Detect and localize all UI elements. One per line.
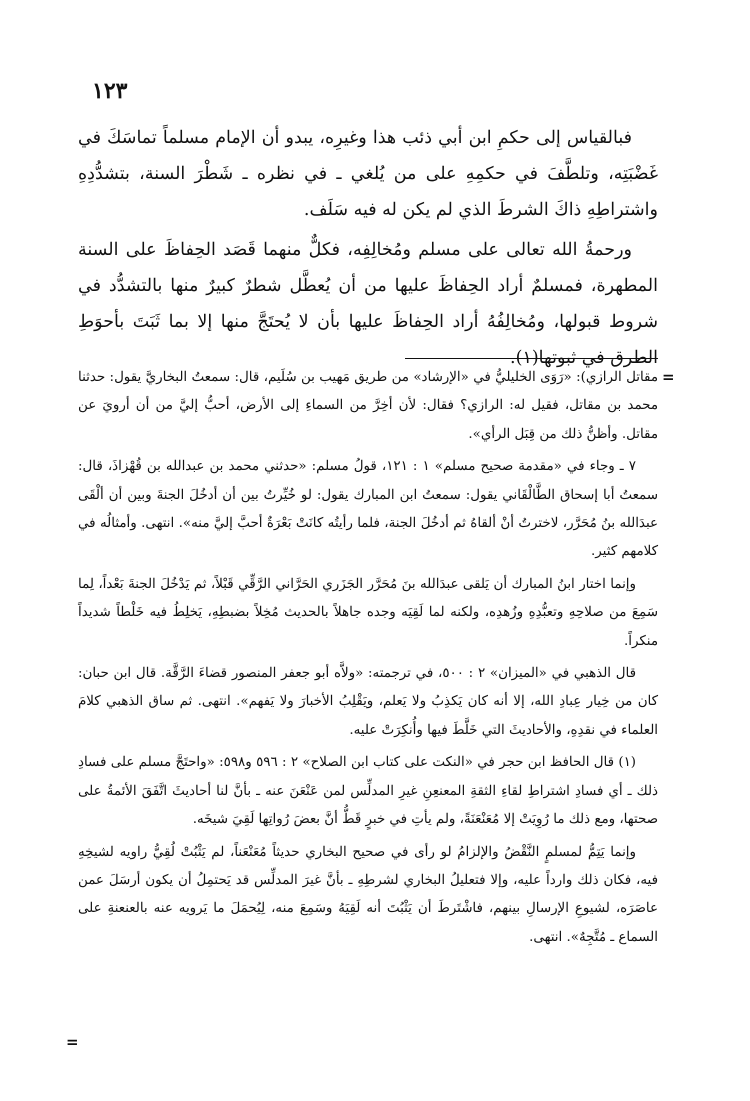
continuation-mark-top: = — [662, 368, 675, 386]
footnote-separator — [405, 358, 658, 359]
main-text — [78, 120, 658, 376]
footnotes — [78, 364, 658, 952]
page-number: ١٢٣ — [92, 78, 128, 104]
footnote-paragraph: وإنما اختار ابنُ المبارك أن يَلقى عبدَالله بنَ مُحَرَّر الجَزَري الحَرَّاني الرَّقِّي قَبْلاً، ثم يَدْخُلَ الجنةَ بَعْداً، لِما سَمِعَ من صلاحِهِ وتعبُّدِهِ وزُهدِه، ولكنه لما لَقِيَه وجده جاهلاً بالحديث مُخِلاً بضبطِهِ، يَخلِطُ فيه خَلْطاً شديداً منكراً. — [78, 576, 658, 649]
main-paragraph: فبالقياس إلى حكمِ ابن أبي ذئب هذا وغيرِه، يبدو أن الإمام مسلماً تماسَكَ في غَضْبَتِه، وتلطَّفَ في حكمِهِ على من يُلغي ـ في نظره ـ شَطْرَ السنة، بتشدُّدِهِ واشتراطِهِ ذاكَ الشرطَ الذي لم يكن له فيه سَلَف. — [78, 128, 658, 220]
footnote-paragraph: قال الذهبي في «الميزان» ٢ : ٥٠٠، في ترجمته: «ولاَّه أبو جعفر المنصور قضاءَ الرَّقَّة. قال ابن حبان: كان من خِيار عِبادِ الله، إلا أنه كان يَكذِبُ ولا يَعلم، ويَقْلِبُ الأخبارَ ولا يَفهم». انتهى. ثم ساق الذهبي كلامَ العلماء في نقدِهِ، والأحاديثَ التي خَلَّطَ فيها وأُنكِرَتْ عليه. — [78, 666, 658, 738]
continuation-mark-bottom: = — [66, 1033, 79, 1051]
footnote-paragraph: ٧ ـ وجاء في «مقدمة صحيح مسلم» ١ : ١٢١، قولُ مسلم: «حدثني محمد بن عبدالله بن قُهْزاذَ، قال: سمعتُ أبا إسحاق الطَّالْقَاني يقول: سمعتُ ابن المبارك يقول: لو خُيِّرتُ بين أن أدخُلَ الجنةَ وبين أن ألْقَى عبدَالله بنُ مُحَرَّر، لاخترتُ أنْ ألقاهُ ثم أدخُلَ الجنة، فلما رأيتُه كانَتْ بَعْرَةٌ أحبَّ إليَّ منه». انتهى. وأمثالُه في كلامهم كثير. — [78, 459, 658, 560]
main-paragraph: ورحمةُ الله تعالى على مسلم ومُخالِفِه، فكلٌّ منهما قَصَد الحِفاظَ على السنة المطهرة، فمسلمٌ أراد الحِفاظَ عليها من أن يُعطَّل شطرٌ كبيرٌ منها بالتشدُّد في شروط قبولها، ومُخالِفُهُ أراد الحِفاظَ عليها بأن لا يُحتَجَّ منها إلا بما ثَبَتَ بأحوَطِ الطرق في ثبوتها(١). — [78, 240, 658, 368]
footnote-paragraph: (١) قال الحافظ ابن حجر في «النكت على كتاب ابن الصلاح» ٢ : ٥٩٦ و٥٩٨: «واحتَجَّ مسلم على فسادِ ذلك ـ أي فسادِ اشتراطِ لقاءِ الثقةِ المعنعِنِ غيرِ المدلِّس لمن عَنْعَنَ عنه ـ بأنَّ لنا أحاديثَ اتَّفَقَ الأئمةُ على صحتها، ومع ذلك ما رُوِيَتْ إلا مُعَنْعَنَةً، ولم يأتِ في خبرٍ قَطُّ أنَّ بعضَ رُواتِها لَقِيَ شيخَه. — [78, 755, 658, 828]
footnote-paragraph: وإنما يَتِمُّ لمسلمٍ النَّقْضُ والإلزامُ لو رأى في صحيح البخاري حديثاً مُعَنْعَناً، لم يَثْبُتْ لُقِيُّ راويه لشيخِهِ فيه، فكان ذلك وارداً عليه، وإلا فتعليلُ البخاري لشرطِهِ ـ بأنَّ غيرَ المدلِّس قد يَحتمِلُ أن يكون أرسَلَ عمن عاصَرَه، لشيوعِ الإرسالِ بينهم، فاشْتَرطَ أن يَثْبُتَ أنه لَقِيَهُ وسَمِعَ منه، لِيُحمَلَ ما يَرويه عنه بالعنعنةِ على السماع ـ مُتَّجِهٌ». انتهى. — [78, 844, 658, 945]
footnote-paragraph: مقاتل الرازي): «رَوَى الخليليُّ في «الإرشاد» من طريق مَهيب بن سُلَيم، قال: سمعتُ البخاريَّ يقول: حدثنا محمد بن مقاتل، فقيل له: الرازي؟ فقال: لأن أخِرَّ من السماءِ إلى الأرض، أحبُّ إليَّ من أن أرويَ عن مقاتل. وأظنُّ ذلك من قِبَل الرأي». — [78, 370, 658, 442]
